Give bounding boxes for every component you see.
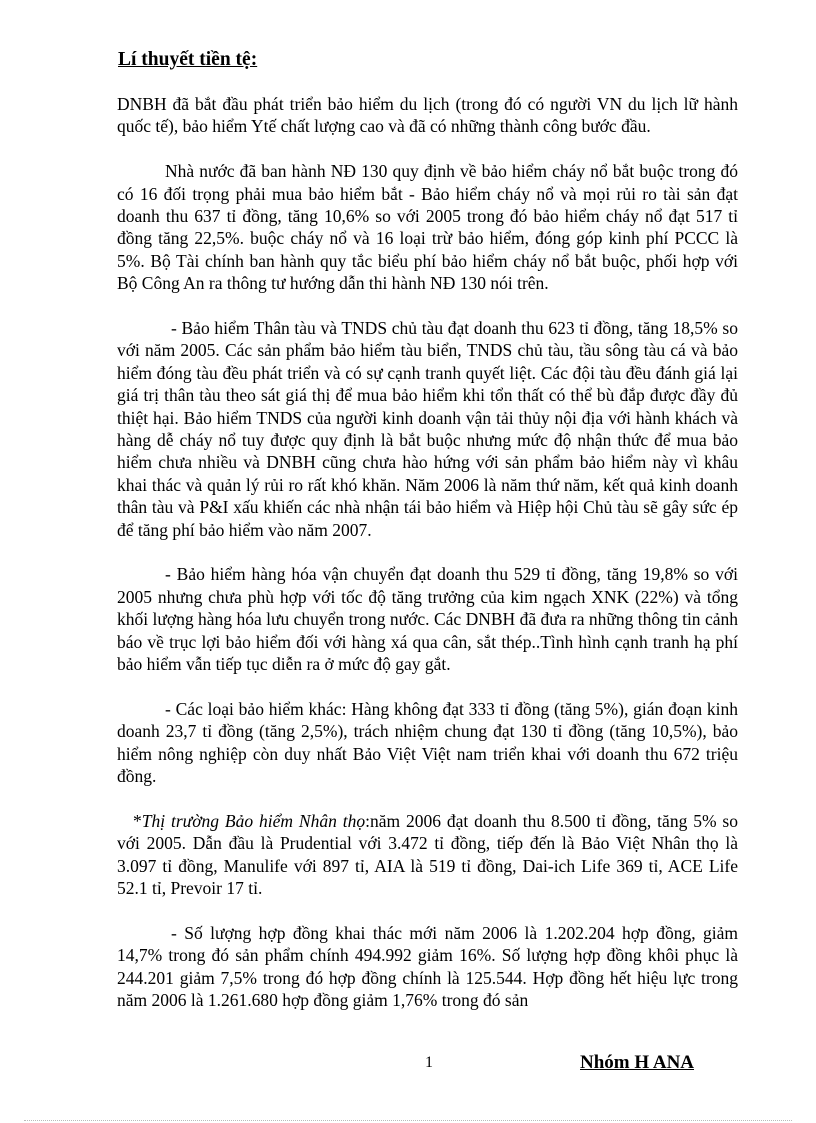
page-title: Lí thuyết tiền tệ:	[118, 49, 258, 70]
paragraph-hull-insurance: - Bảo hiểm Thân tàu và TNDS chủ tàu đạt doanh thu 623 tỉ đồng, tăng 18,5% so với năm 2005. Các sản phẩm bảo hiểm tàu biển, TNDS chủ tàu, tầu sông tàu cá và bảo hiểm đóng tàu đều phát triển và có sự cạnh tranh quyết liệt. Các đội tàu đều đánh giá lại giá trị thân tàu theo sát giá thị để mua bảo hiểm khi tổn thất có thể bù đắp được đầy đủ thiệt hại. Bảo hiểm TNDS của người kinh doanh vận tải thủy nội địa với hành khách và hàng dễ cháy nổ tuy được quy định là bắt buộc nhưng mức độ nhận thức để mua bảo hiểm chưa nhiều và DNBH cũng chưa hào hứng với sản phẩm bảo hiểm này vì khâu khai thác và quản lý rủi ro rất khó khăn. Năm 2006 là năm thứ năm, kết quả kinh doanh thân tàu và P&I xấu khiến các nhà nhận tái bảo hiểm và Hiệp hội Chủ tàu sẽ gây sức ép để tăng phí bảo hiểm vào năm 2007.	[117, 318, 738, 540]
page-number: 1	[425, 1054, 433, 1071]
paragraph-contracts: - Số lượng hợp đồng khai thác mới năm 2006 là 1.202.204 hợp đồng, giảm 14,7% trong đó sản phẩm chính 494.992 giảm 16%. Số lượng hợp đồng khôi phục là 244.201 giảm 7,5% trong đó hợp đồng chính là 125.544. Hợp đồng hết hiệu lực trong năm 2006 là 1.261.680 hợp đồng giảm 1,76% trong đó sản	[117, 922, 738, 1011]
paragraph-intro: DNBH đã bắt đầu phát triển bảo hiểm du lịch (trong đó có người VN du lịch lữ hành quốc tế), bảo hiểm Ytế chất lượng cao và đã có những thành công bước đầu.	[117, 94, 738, 137]
life-insurance-text: :năm 2006 đạt doanh thu 8.500 tỉ đồng, tăng 5% so với 2005. Dẫn đầu là Prudential với 3.472 tỉ đồng, tiếp đến là Bảo Việt Nhân thọ là 3.097 tỉ đồng, Manulife với 897 tỉ, AIA là 519 tỉ đồng, Dai-ich Life 369 tỉ, ACE Life 52.1 tỉ, Prevoir 17 tỉ.	[117, 810, 738, 899]
paragraph-life-insurance	[117, 810, 738, 900]
group-name: Nhóm H ANA	[580, 1052, 695, 1073]
asterisk-marker: *	[133, 810, 142, 831]
paragraph-fire-insurance: Nhà nước đã ban hành NĐ 130 quy định về bảo hiểm cháy nổ bắt buộc trong đó có 16 đối trọng phải mua bảo hiểm bắt - Bảo hiểm cháy nổ và mọi rủi ro tài sản đạt doanh thu 637 tỉ đồng, tăng 10,6% so với 2005 trong đó bảo hiểm cháy nổ đạt 517 tỉ đồng tăng 22,5%. buộc cháy nổ và 16 loại trừ bảo hiểm, đóng góp kinh phí PCCC là 5%. Bộ Tài chính ban hành quy tắc biểu phí bảo hiểm cháy nổ bắt buộc, phối hợp với Bộ Công An ra thông tư hướng dẫn thi hành NĐ 130 nói trên.	[117, 161, 738, 294]
life-insurance-heading: Thị trường Bảo hiểm Nhân thọ	[141, 810, 366, 831]
document-body	[117, 93, 738, 1034]
paragraph-cargo-insurance: - Bảo hiểm hàng hóa vận chuyển đạt doanh thu 529 tỉ đồng, tăng 19,8% so với 2005 nhưng chưa phù hợp với tốc độ tăng trưởng của kim ngạch XNK (22%) và tổng khối lượng hàng hóa lưu chuyển trong nước. Các DNBH đã đưa ra những thông tin cảnh báo về trục lợi bảo hiểm đối với hàng xá qua cân, sắt thép..Tình hình cạnh tranh hạ phí bảo hiểm vẫn tiếp tục diễn ra ở mức độ gay gắt.	[117, 564, 738, 675]
paragraph-other-insurance: - Các loại bảo hiểm khác: Hàng không đạt 333 tỉ đồng (tăng 5%), gián đoạn kinh doanh 23,7 tỉ đồng (tăng 2,5%), trách nhiệm chung đạt 130 tỉ đồng (tăng 10,5%), bảo hiểm nông nghiệp còn duy nhất Bảo Việt Việt nam triển khai với doanh thu 672 triệu đồng.	[117, 698, 738, 787]
page-break-divider	[24, 1120, 792, 1121]
